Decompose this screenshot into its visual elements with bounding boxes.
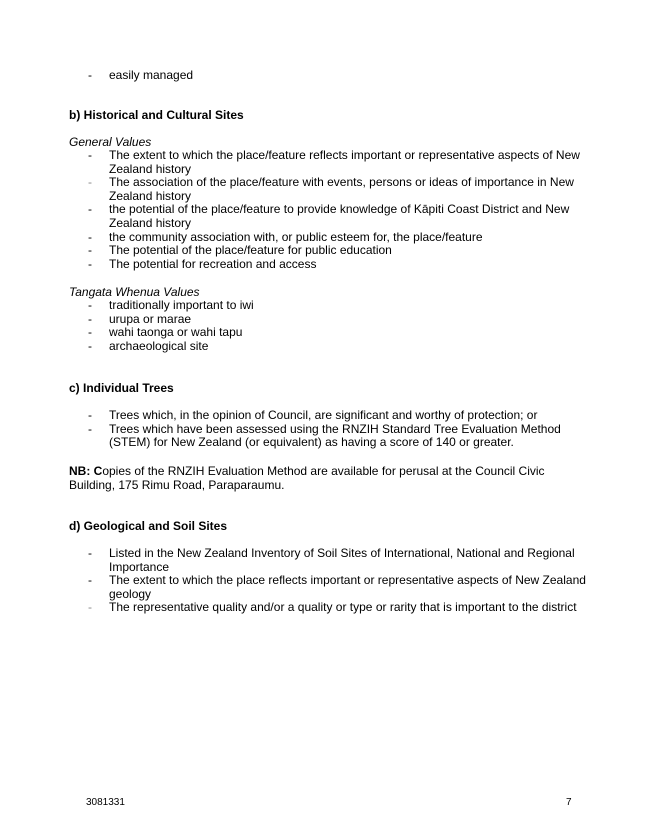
list-item: - The potential of the place/feature for public education [88, 243, 392, 258]
list-item: - the potential of the place/feature to provide knowledge of Kāpiti Coast District and New Zealand history [88, 202, 570, 230]
list-item: - The extent to which the place/feature reflects important or representative aspects of New Zealand history [88, 148, 580, 176]
tangata-whenua-list [88, 299, 588, 353]
top-list [88, 69, 588, 83]
nb-note-text: opies of the RNZIH Evaluation Method are available for perusal at the Council Civic Building, 175 Rimu Road, Paraparaumu. [69, 464, 545, 492]
tangata-whenua-label: Tangata Whenua Values [69, 285, 200, 299]
list-item: - The extent to which the place reflects important or representative aspects of New Zealand geology [88, 573, 586, 601]
list-item: - The association of the place/feature with events, persons or ideas of importance in New Zealand history [88, 175, 574, 203]
document-id: 3081331 [86, 797, 125, 808]
individual-trees-list [88, 409, 588, 450]
list-item: - Trees which have been assessed using the RNZIH Standard Tree Evaluation Method (STEM) for New Zealand (or equivalent) as having a score of 140 or greater. [88, 421, 561, 450]
list-item: - The representative quality and/or a quality or type or rarity that is important to the district [88, 600, 577, 615]
list-item: - the community association with, or public esteem for, the place/feature [88, 229, 483, 244]
list-item: - Trees which, in the opinion of Council, are significant and worthy of protection; or [88, 408, 538, 422]
nb-note-bold: NB: C [69, 464, 103, 478]
geological-sites-list [88, 547, 588, 615]
list-item: - traditionally important to iwi [88, 298, 254, 312]
section-c-heading: c) Individual Trees [69, 381, 174, 395]
general-values-label: General Values [69, 135, 152, 149]
section-b-heading: b) Historical and Cultural Sites [69, 108, 244, 122]
list-item: - The potential for recreation and access [88, 256, 317, 271]
list-item: - Listed in the New Zealand Inventory of Soil Sites of International, National and Regional Importance [88, 546, 575, 574]
list-item: - easily managed [88, 68, 194, 82]
section-d-heading: d) Geological and Soil Sites [69, 519, 228, 533]
page-number: 7 [566, 797, 572, 808]
list-item: - archaeological site [88, 338, 209, 353]
list-item: - urupa or marae [88, 311, 192, 326]
list-item: - wahi taonga or wahi tapu [88, 325, 243, 340]
general-values-list [88, 149, 588, 271]
nb-note [69, 464, 589, 492]
